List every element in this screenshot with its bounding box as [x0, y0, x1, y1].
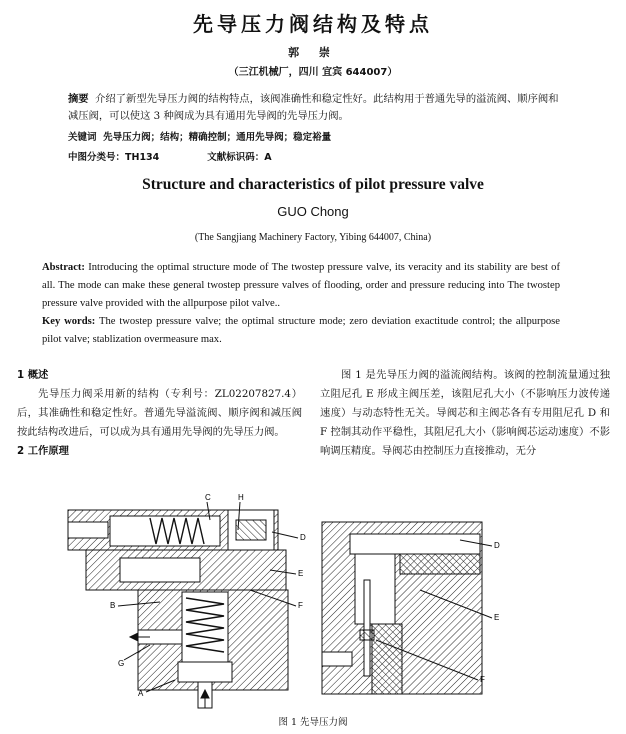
class-value: TH134	[125, 152, 160, 163]
label-f: F	[298, 601, 303, 610]
author-en: GUO Chong	[277, 204, 349, 219]
affiliation-en: (The Sangjiang Machinery Factory, Yibing 644007, China)	[194, 232, 432, 243]
section1-paragraph: 先导压力阀采用新的结构（专利号：ZL02207827.4）后，其准确性和稳定性好。普通先导溢流阀、顺序阀和减压阀按此结构改进后，可以成为具有通用先导阀的先导压力阀。	[17, 388, 302, 438]
label-f-detail: F	[480, 675, 485, 684]
abstract-text-en: Introducing the optimal structure mode of The twostep pressure valve, its veracity and its stability are best of all. The mode can make these general twostep pressure valves of flooding, order and pressure reducing into The twostep pressure valve provided with the allpurpose pilot valve..	[42, 262, 560, 309]
valve-assembly-left	[68, 510, 288, 708]
section2-paragraph: 图 1 是先导压力阀的溢流阀结构。该阀的控制流量通过独立阻尼孔 E 形成主阀压差，该阻尼孔大小（不影响压力波传递速度）与动态特性无关。导阀芯和主阀芯各有专用阻尼孔 D 和 F 控制其动作平稳性，其阻尼孔大小（影响阀芯运动速度）不影响调压精度。导阀芯由控制压力直接推动，无分	[320, 369, 610, 457]
label-g: G	[118, 659, 125, 668]
keywords-en	[42, 313, 560, 349]
abstract-en	[42, 259, 560, 313]
abstract-cn	[68, 91, 568, 125]
label-c: C	[205, 493, 211, 502]
section1-heading: 1 概述	[17, 369, 49, 381]
label-d: D	[300, 533, 306, 542]
affiliation-cn: （三江机械厂，四川 宜宾 644007）	[228, 67, 398, 78]
abstract-label-cn: 摘要	[68, 93, 89, 105]
doc-code-label: 文献标识码：	[207, 152, 265, 163]
label-h: H	[238, 493, 244, 502]
keywords-text-cn: 先导压力阀；结构；精确控制；通用先导阀；稳定裕量	[103, 132, 332, 143]
valve-detail-right	[322, 522, 482, 694]
label-b: B	[110, 601, 116, 610]
label-a: A	[138, 689, 144, 698]
doc-code-value: A	[264, 152, 272, 163]
abstract-label-en: Abstract:	[42, 262, 85, 273]
keywords-label-en: Key words:	[42, 316, 96, 327]
author-cn: 郭 崇	[288, 46, 338, 59]
right-column	[320, 366, 610, 461]
classification-cn	[68, 149, 272, 163]
figure-1-drawing	[0, 480, 626, 712]
paper-title-en: Structure and characteristics of pilot pressure valve	[142, 176, 484, 193]
paper-title-cn: 先导压力阀结构及特点	[193, 12, 433, 36]
keywords-cn	[68, 129, 331, 143]
figure-caption: 图 1 先导压力阀	[278, 717, 348, 728]
keywords-label-cn: 关键词	[68, 132, 97, 143]
label-d-detail: D	[494, 541, 500, 550]
label-e-detail: E	[494, 613, 500, 622]
keywords-text-en: The twostep pressure valve; the optimal structure mode; zero deviation exactitude control; the allpurpose pilot valve; stablization overmeasure max.	[42, 316, 560, 345]
label-e: E	[298, 569, 304, 578]
section2-heading: 2 工作原理	[17, 445, 69, 457]
abstract-text-cn: 介绍了新型先导压力阀的结构特点，该阀准确性和稳定性好。此结构用于普通先导的溢流阀、顺序阀和减压阀，可以使这 3 种阀成为具有通用先导阀的先导压力阀。	[68, 93, 559, 122]
class-label: 中图分类号：	[68, 152, 126, 163]
left-column	[17, 366, 302, 461]
